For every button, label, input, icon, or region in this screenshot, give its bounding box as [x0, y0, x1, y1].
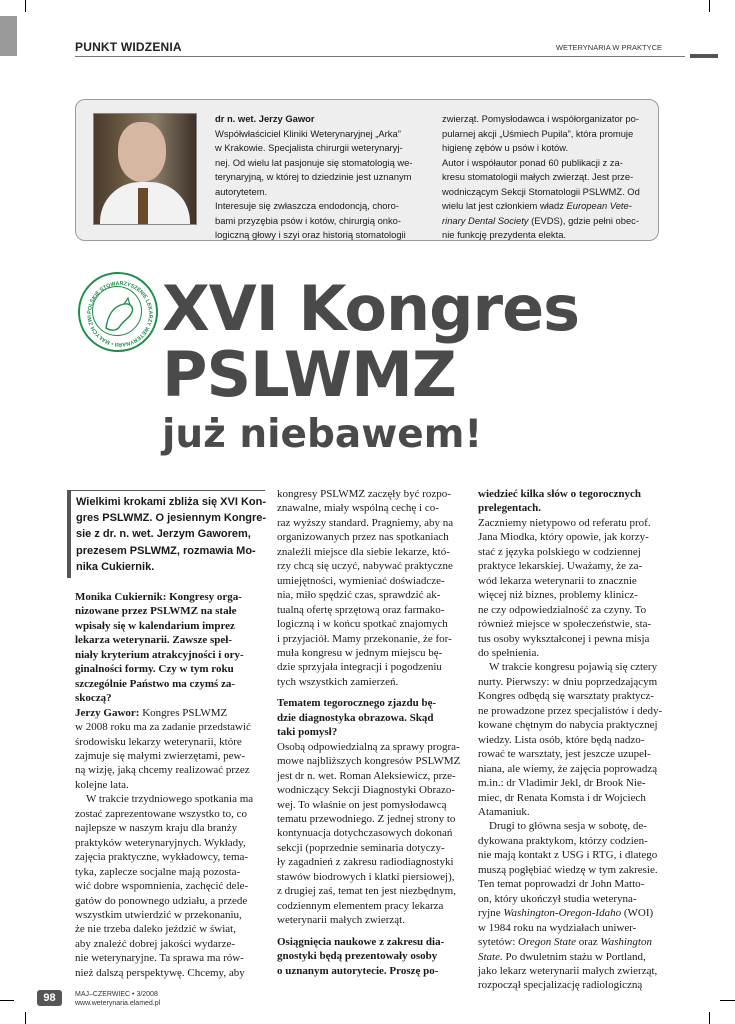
speaker-name: Jerzy Gawor: — [75, 706, 140, 719]
header-rule — [75, 56, 685, 57]
svg-text:POLSKIE STOWARZYSZENIE LEKARZY: POLSKIE STOWARZYSZENIE LEKARZY WETERYNARII • MAŁYCH ZWI — [86, 280, 154, 348]
journal-name: WETERYNARIA W PRAKTYCE — [555, 43, 662, 52]
lead-rule — [67, 490, 265, 491]
crop-mark — [25, 0, 26, 12]
crop-mark — [25, 1012, 26, 1024]
author-bio-col2: zwierząt. Pomysłodawca i współorganizator po- pularnej akcji „Uśmiech Pupila”, która promuje higienę zębów u psów i kotów. Autor i współautor ponad 60 publikacji z za- kresu stomatologii małych zwierząt. Jest prze- wodniczącym Sekcji Stomatologii PSLWMZ. Od wielu lat jest członkiem władz European Vete- rinary Dental Society (EVDS), gdzie pełni obec- nie funkcję prezydenta elekta. — [442, 113, 640, 240]
question: Monika Cukiernik: Kongresy orga- — [75, 591, 242, 603]
website-url[interactable]: www.weterynaria.elamed.pl — [75, 1000, 161, 1007]
issue-label: MAJ–CZERWIEC • 3/2008 — [75, 991, 158, 998]
page-edge-tab — [0, 16, 17, 56]
article-title-line2: PSLWMZ — [162, 338, 456, 411]
logo-ring-text — [80, 274, 160, 354]
author-name: dr n. wet. Jerzy Gawor — [215, 113, 315, 124]
text-column-1: Monika Cukiernik: Kongresy orga- nizowane przez PSLWMZ na stałe wpisały się w kalendarium imprez lekarza weterynarii. Zawsze speł- niały kryterium atrakcyjności i ory- ginalności formy. Czy w tym roku szczególnie Państwo ma czymś za- skoczą? Jerzy Gawor: Kongres PSLWMZ w 2008 roku ma za zadanie przedstawić środowisku lekarzy weterynarii, które zajmuje się małymi zwierzętami, pew- ną wizję, jaką chcemy realizować przez kolejne lata. W trakcie trzydniowego spotkania ma zostać zaprezentowane wszystko to, co najlepsze w naszym kraju dla branży praktyków weterynaryjnych. Wykłady, zajęcia praktyczne, wykładowcy, tema- tyka, zaplecze socjalne mają pozosta- wić dobre wspomnienia, zachęcić dele- gatów do ponownego udziału, a przede wszystkim utwierdzić w przekonaniu, że nie trzeba daleko jeździć w świat, aby znaleźć dobrej jakości wydarze- nie weterynaryjne. Ta sprawa ma rów- nież dalszą perspektywę. Chcemy, aby — [75, 591, 254, 979]
article-subtitle: już niebawem! — [162, 412, 483, 457]
crop-mark — [720, 1000, 735, 1001]
text-column-2: kongresy PSLWMZ zaczęły być rozpo- znawalne, miały wspólną cechę i co- raz wyższy standard. Pragniemy, aby na organizowanych przez nas spotkaniach znaleźli miejsce dla siebie lekarze, któ- rzy chcą się uczyć, nabywać praktyczne umiejętności, wymieniać doświadcze- nia, miło spędzić czas, sprawdzić ak- tualną ofertę sprzętową oraz farmako- logiczną i w końcu spotkać znajomych i przyjaciół. Mamy przekonanie, że for- muła kongresu w jednym miejscu bę- dzie sprzyjała integracji i pogodzeniu tych wszystkich zamierzeń. Tematem tegorocznego zjazdu bę- dzie diagnostyka obrazowa. Skąd taki pomysł? Osobą odpowiedzialną za sprawy progra- mowe najbliższych kongresów PSLWMZ jest dr n. wet. Roman Aleksiewicz, prze- wodniczący Sekcji Diagnostyki Obrazo- wej. To właśnie on jest pomysłodawcą tematu przewodniego. Z jednej strony to kontynuacja dotychczasowych dokonań sekcji (poprzednie seminaria dotyczy- ły zagadnień z zakresu radiodiagnostyki stawów biodrowych i klatki piersiowej), z drugiej zaś, temat ten jest niezbędnym, codziennym elementem pracy lekarza weterynarii małych zwierząt. Osiągnięcia naukowe z zakresu dia- gnostyki będą prezentowały osoby o uznanym autorytecie. Proszę po- — [277, 488, 461, 977]
article-lead: Wielkimi krokami zbliża się XVI Kon- gres PSLWMZ. O jesiennym Kongre- sie z dr. n. wet. Jerzym Gaworem, prezesem PSLWMZ, rozmawia Mo- nika Cukiernik. — [76, 496, 267, 573]
author-bio-col1: dr n. wet. Jerzy Gawor Współwłaściciel Kliniki Weterynaryjnej „Arka” w Krakowie. Specjalista chirurgii weterynaryj- nej. Od wielu lat pasjonuje się stomatologią we- terynaryjną, w której to dziedzinie jest uznanym autorytetem. Interesuje się zwłaszcza endodoncją, choro- bami przyzębia psów i kotów, chirurgią onko- logiczną głowy i szyi oraz historią stomatologii — [215, 113, 413, 240]
author-portrait-photo — [93, 113, 197, 225]
crop-mark — [0, 1000, 14, 1001]
page-number: 98 — [37, 990, 62, 1006]
article-title-line1: XVI Kongres — [162, 272, 580, 345]
crop-mark — [709, 0, 710, 12]
crop-mark — [709, 1012, 710, 1024]
pslwmz-logo — [78, 272, 158, 352]
footer-info — [75, 990, 160, 1008]
question: Tematem tegorocznego zjazdu bę- — [277, 697, 437, 710]
lead-bar — [67, 490, 71, 578]
question: Osiągnięcia naukowe z zakresu dia- — [277, 935, 445, 948]
header-rule-accent — [690, 54, 718, 58]
text-column-3: wiedzieć kilka słów o tegorocznych prelegentach. Zaczniemy nietypowo od referatu prof. Jana Miodka, który opowie, jak korzy- stać z języka polskiego w codziennej praktyce lekarskiej. Uważamy, że za- wód lekarza weterynarii to znacznie więcej niż biznes, problemy klinicz- ne czy odpowiedzialność za czyny. To również miejsce w społeczeństwie, sta- tus osoby wykształconej i pewna misja do spełnienia. W trakcie kongresu pojawią się cztery nurty. Pierwszy: w dniu poprzedzającym Kongres odbędą się warsztaty praktycz- ne prowadzone przez specjalistów i dedy- kowane chętnym do nabycia praktycznej wiedzy. Lista osób, które będą nadzo- rować te warsztaty, jest jeszcze uzupeł- niana, ale wiemy, że zajęcia poprowadzą m.in.: dr Vladimir Jekl, dr Brook Nie- miec, dr Renata Komsta i dr Wojciech Atamaniuk. Drugi to główna sesja w sobotę, de- dykowana praktykom, którzy codzien- nie mają kontakt z USG i RTG, i dlatego muszą pogłębiać wiedzę w tym zakresie. Ten temat poprowadzi dr John Matto- on, który ukończył studia weteryna- ryjne Washington-Oregon-Idaho (WOI) w 1984 roku na wydziałach uniwer- sytetów: Oregon State oraz Washington State. Po dwuletnim stażu w Portland, jako lekarz weterynarii małych zwierząt, rozpoczął specjalizację radiologiczną — [478, 488, 663, 992]
section-title: PUNKT WIDZENIA — [75, 40, 182, 54]
